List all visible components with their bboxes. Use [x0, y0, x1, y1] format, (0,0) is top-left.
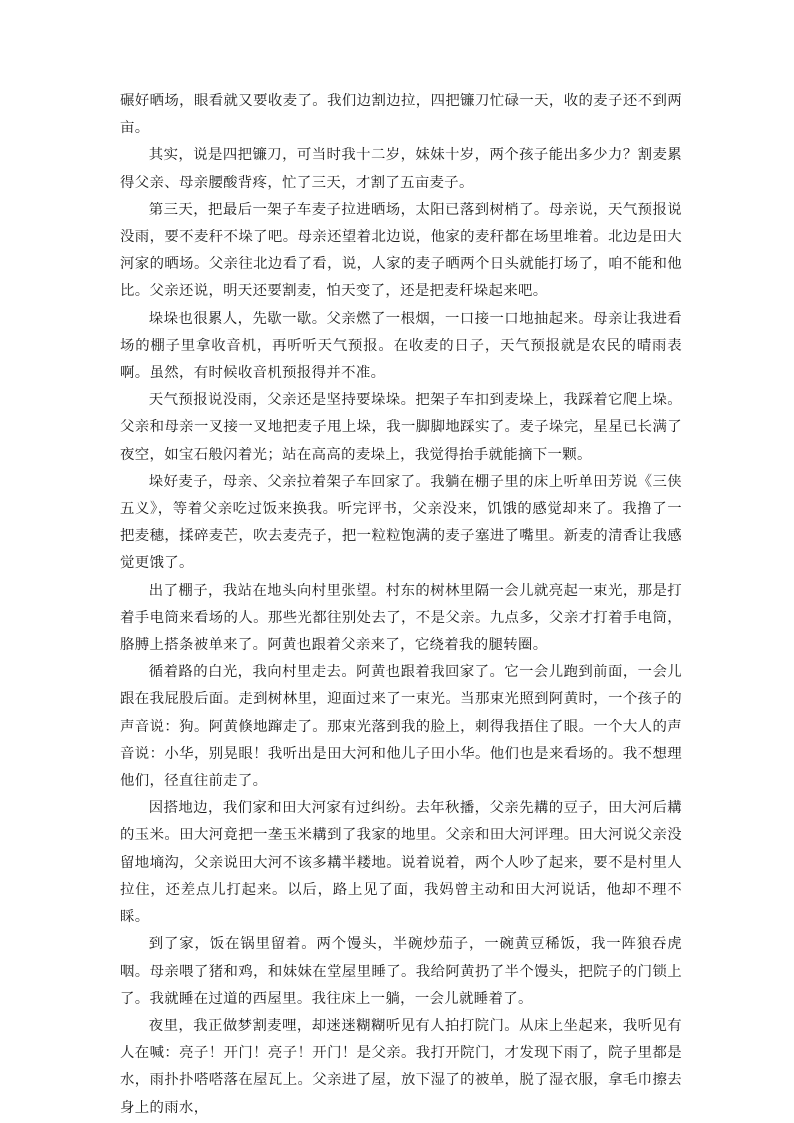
paragraph: 碾好晒场，眼看就又要收麦了。我们边割边拉，四把镰刀忙碌一天，收的麦子还不到两亩。 [120, 93, 682, 137]
paragraph: 垛垛也很累人，先歇一歇。父亲燃了一根烟，一口接一口地抽起来。母亲让我进看场的棚子里拿收音机，再听听天气预报。在收麦的日子，天气预报就是农民的晴雨表啊。虽然，有时候收音机预报得并不准。 [120, 310, 682, 382]
paragraph: 出了棚子，我站在地头向村里张望。村东的树林里隔一会儿就亮起一束光，那是打着手电筒来看场的人。那些光都往别处去了，不是父亲。九点多，父亲才打着手电筒，胳膊上搭条被单来了。阿黄也跟着父亲来了，它绕着我的腿转圈。 [120, 582, 682, 654]
paragraph: 夜里，我正做梦割麦哩，却迷迷糊糊听见有人拍打院门。从床上坐起来，我听见有人在喊：亮子！开门！亮子！开门！是父亲。我打开院门，才发现下雨了，院子里都是水，雨扑扑嗒嗒落在屋瓦上。父亲进了屋，放下湿了的被单，脱了湿衣服，拿毛巾擦去身上的雨水， [120, 1017, 682, 1116]
paragraph: 因搭地边，我们家和田大河家有过纠纷。去年秋播，父亲先耩的豆子，田大河后耩的玉米。田大河竟把一垄玉米耩到了我家的地里。父亲和田大河评理。田大河说父亲没留地墒沟，父亲说田大河不该多耩半耧地。说着说着，两个人吵了起来，要不是村里人拉住，还差点儿打起来。以后，路上见了面，我妈曾主动和田大河说话，他却不理不睬。 [120, 800, 682, 926]
paragraph: 第三天，把最后一架子车麦子拉进晒场，太阳已落到树梢了。母亲说，天气预报说没雨，要不麦秆不垛了吧。母亲还望着北边说，他家的麦秆都在场里堆着。北边是田大河家的晒场。父亲往北边看了看，说，人家的麦子晒两个日头就能打场了，咱不能和他比。父亲还说，明天还要割麦，怕天变了，还是把麦秆垛起来吧。 [120, 201, 682, 300]
paragraph: 循着路的白光，我向村里走去。阿黄也跟着我回家了。它一会儿跑到前面，一会儿跟在我屁股后面。走到树林里，迎面过来了一束光。当那束光照到阿黄时，一个孩子的声音说：狗。阿黄倏地蹿走了。那束光落到我的脸上，刺得我捂住了眼。一个大人的声音说：小华，别晃眼！我听出是田大河和他儿子田小华。他们也是来看场的。我不想理他们，径直往前走了。 [120, 664, 682, 790]
paragraph: 天气预报说没雨，父亲还是坚持要垛垛。把架子车扣到麦垛上，我踩着它爬上垛。父亲和母亲一叉接一叉地把麦子甩上垛，我一脚脚地踩实了。麦子垛完，星星已长满了夜空，如宝石般闪着光；站在高高的麦垛上，我觉得抬手就能摘下一颗。 [120, 392, 682, 463]
paragraph: 其实，说是四把镰刀，可当时我十二岁，妹妹十岁，两个孩子能出多少力？割麦累得父亲、母亲腰酸背疼，忙了三天，才割了五亩麦子。 [120, 147, 682, 191]
paragraph: 到了家，饭在锅里留着。两个馒头，半碗炒茄子，一碗黄豆稀饭，我一阵狼吞虎咽。母亲喂了猪和鸡，和妹妹在堂屋里睡了。我给阿黄扔了半个馒头，把院子的门锁上了。我就睡在过道的西屋里。我往床上一躺，一会儿就睡着了。 [120, 936, 682, 1007]
article-body [120, 88, 682, 1122]
paragraph: 垛好麦子，母亲、父亲拉着架子车回家了。我躺在棚子里的床上听单田芳说《三侠五义》，等着父亲吃过饭来换我。听完评书，父亲没来，饥饿的感觉却来了。我撸了一把麦穗，揉碎麦芒，吹去麦壳子，把一粒粒饱满的麦子塞进了嘴里。新麦的清香让我感觉更饿了。 [120, 473, 682, 572]
